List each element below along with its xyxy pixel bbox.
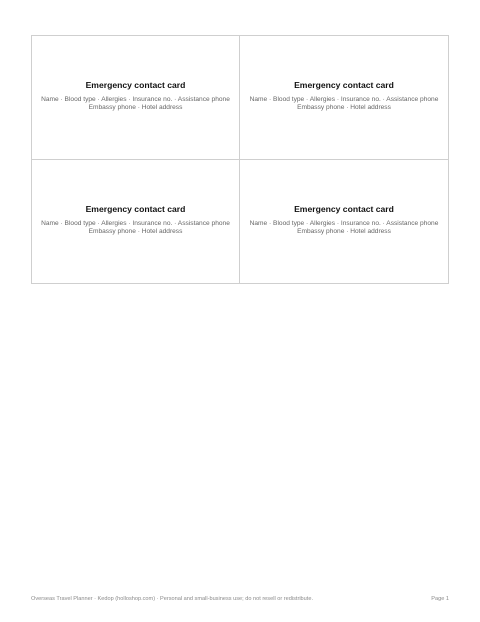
emergency-card-sheet [31,35,449,284]
emergency-card [240,36,448,160]
footer-credit: Overseas Travel Planner · Kedop (holloshop.com) · Personal and small-business use; do not resell or redistribute. [31,596,313,602]
page-footer [31,596,449,602]
card-title: Emergency contact card [294,80,394,91]
emergency-card [240,160,448,284]
page-number: Page 1 [431,596,449,602]
card-fields-line-2: Embassy phone · Hotel address [88,228,183,236]
card-fields-line-1: Name · Blood type · Allergies · Insurance no. · Assistance phone [41,219,230,227]
card-fields-line-2: Embassy phone · Hotel address [88,104,183,112]
card-fields-line-1: Name · Blood type · Allergies · Insurance no. · Assistance phone [41,95,230,103]
emergency-card [32,36,240,160]
card-title: Emergency contact card [85,80,186,91]
card-fields-line-2: Embassy phone · Hotel address [297,104,391,112]
emergency-card [32,160,240,284]
card-title: Emergency contact card [294,204,394,215]
card-fields-line-1: Name · Blood type · Allergies · Insurance no. · Assistance phone [249,95,439,103]
card-fields-line-1: Name · Blood type · Allergies · Insurance no. · Assistance phone [249,219,439,227]
card-fields-line-2: Embassy phone · Hotel address [297,228,391,236]
card-title: Emergency contact card [85,204,186,215]
